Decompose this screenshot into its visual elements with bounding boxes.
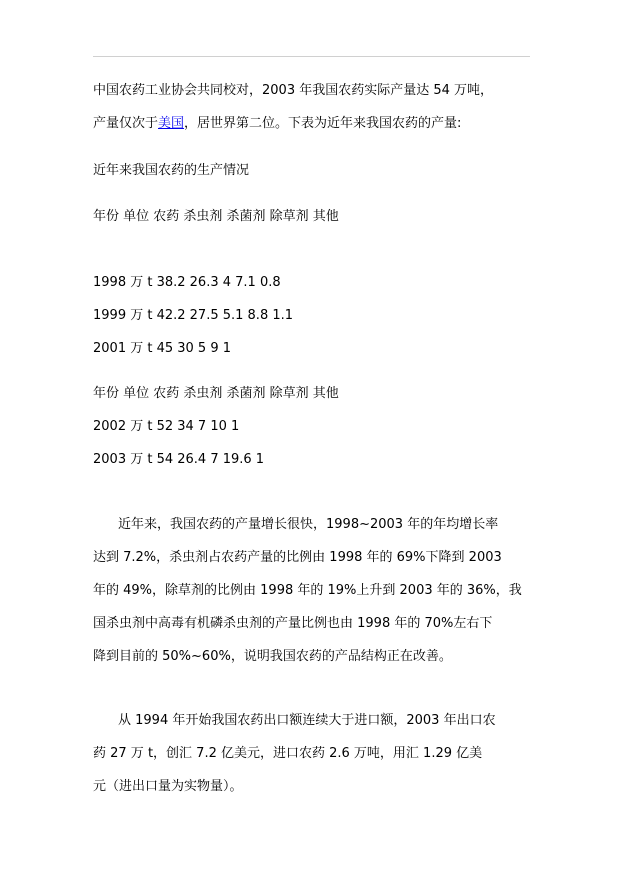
para2-line-2: 药 27 万 t，创汇 7.2 亿美元，进口农药 2.6 万吨，用汇 1.29 亿美: [93, 746, 483, 761]
usa-link[interactable]: 美国: [158, 116, 185, 131]
table-row-1998: 1998 万 t 38.2 26.3 4 7.1 0.8: [93, 275, 281, 290]
para1-line-1: 近年来，我国农药的产量增长很快，1998~2003 年的年均增长率: [118, 517, 499, 532]
table-row-1999: 1999 万 t 42.2 27.5 5.1 8.8 1.1: [93, 308, 294, 323]
table-header: 年份 单位 农药 杀虫剂 杀菌剂 除草剂 其他: [93, 209, 339, 224]
intro-line-2: [93, 116, 461, 132]
table-row-2003: 2003 万 t 54 26.4 7 19.6 1: [93, 452, 265, 467]
intro-text-before-link: 产量仅次于: [93, 116, 159, 131]
para2-line-1: 从 1994 年开始我国农药出口额连续大于进口额，2003 年出口农: [118, 713, 496, 728]
table-title: 近年来我国农药的生产情况: [93, 163, 250, 178]
intro-text-after-link: ，居世界第二位。下表为近年来我国农药的产量:: [184, 116, 462, 131]
para1-line-2: 达到 7.2%，杀虫剂占农药产量的比例由 1998 年的 69%下降到 2003: [93, 550, 502, 565]
intro-line-1: 中国农药工业协会共同校对，2003 年我国农药实际产量达 54 万吨，: [93, 83, 494, 98]
para1-line-5: 降到目前的 50%~60%，说明我国农药的产品结构正在改善。: [93, 649, 452, 664]
para1-line-3: 年的 49%，除草剂的比例由 1998 年的 19%上升到 2003 年的 36%，我: [93, 583, 522, 598]
table-header-repeat: 年份 单位 农药 杀虫剂 杀菌剂 除草剂 其他: [93, 386, 339, 401]
para2-line-3: 元（进出口量为实物量）。: [93, 779, 243, 794]
table-row-2002: 2002 万 t 52 34 7 10 1: [93, 419, 240, 434]
table-row-2001: 2001 万 t 45 30 5 9 1: [93, 341, 232, 356]
top-divider: [93, 56, 530, 57]
para1-line-4: 国杀虫剂中高毒有机磷杀虫剂的产量比例也由 1998 年的 70%左右下: [93, 616, 493, 631]
